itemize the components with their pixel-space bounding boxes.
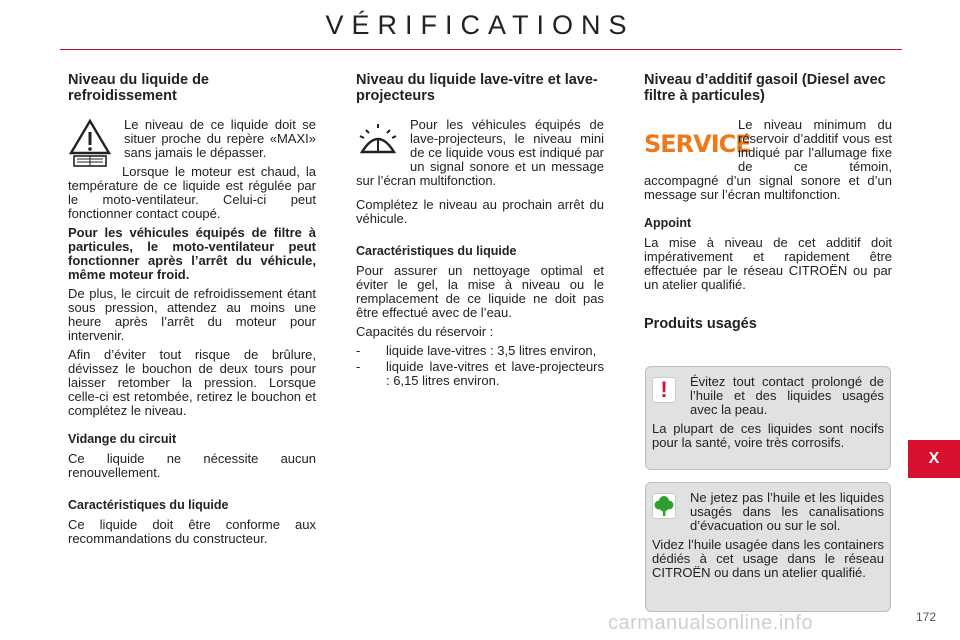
washer-column xyxy=(356,72,604,393)
page-title: VÉRIFICATIONS xyxy=(325,10,635,40)
used-products-heading: Produits usagés xyxy=(644,316,757,332)
coolant-p4: Afin d’éviter tout risque de brûlure, dévissez le bouchon de deux tours pour laisser retomber la pression. Lorsque celle-ci est retombée, retirez le bouchon et complétez le niveau. xyxy=(68,347,316,418)
eco-text: Videz l’huile usagée dans les containers dédiés à cet usage dans le réseau CITROËN ou dans un atelier qualifié. xyxy=(652,537,884,580)
topup-heading: Appoint xyxy=(644,216,692,230)
additive-heading: Niveau d’additif gasoil (Diesel avec filtre à particules) xyxy=(644,72,886,104)
coolant-spec-heading: Caractéristiques du liquide xyxy=(68,498,229,512)
list-item: - liquide lave-vitres : 3,5 litres environ, xyxy=(356,343,597,358)
tree-icon xyxy=(652,493,676,519)
additive-column xyxy=(644,72,892,346)
section-tab[interactable]: X xyxy=(908,440,960,478)
coolant-intro-block xyxy=(68,118,316,160)
washer-p1: Complétez le niveau au prochain arrêt du véhicule. xyxy=(356,197,604,226)
service-logo: SERVICE xyxy=(644,130,751,158)
capacity-list xyxy=(356,344,604,388)
washer-intro: Pour les véhicules équipés de lave-projecteurs, le niveau mini de ce liquide vous est indiqué par un signal sonore et un message sur l’écran multifonction. xyxy=(356,117,604,188)
list-item: - liquide lave-vitres et lave-projecteurs : 6,15 litres environ. xyxy=(356,359,604,388)
coolant-p3: De plus, le circuit de refroidissement étant sous pression, attendez au moins une heure après l’arrêt du moteur pour intervenir. xyxy=(68,286,316,343)
additive-intro-block xyxy=(644,118,892,202)
coolant-intro: Le niveau de ce liquide doit se situer proche du repère «MAXI» sans jamais le dépasser. xyxy=(124,117,316,160)
drain-heading: Vidange du circuit xyxy=(68,432,177,446)
eco-intro: Ne jetez pas l’huile et les liquides usagés dans les canalisations d’évacuation ou sur le sol. xyxy=(690,490,884,533)
capacity-label: Capacités du réservoir : xyxy=(356,324,494,339)
capacity-item-2: liquide lave-vitres et lave-projecteurs : 6,15 litres environ. xyxy=(386,359,604,388)
washer-spec-text: Pour assurer un nettoyage optimal et éviter le gel, la mise à niveau ou le remplacement de ce liquide ne doit pas être effectué avec de l’eau. xyxy=(356,263,604,320)
washer-spec-heading: Caractéristiques du liquide xyxy=(356,244,517,258)
washer-fluid-icon xyxy=(356,122,400,165)
washer-intro-block xyxy=(356,118,604,188)
coolant-spec-text: Ce liquide doit être conforme aux recommandations du constructeur. xyxy=(68,517,316,546)
watermark: carmanualsonline.info xyxy=(608,612,814,634)
warning-intro: Évitez tout contact prolongé de l’huile et des liquides usagés avec la peau. xyxy=(690,374,884,417)
topup-text: La mise à niveau de cet additif doit impérativement et rapidement être effectuée par le réseau CITROËN ou par un atelier qualifié. xyxy=(644,235,892,292)
coolant-heading: Niveau du liquide de refroidissement xyxy=(68,72,209,104)
eco-note xyxy=(645,482,891,612)
washer-heading: Niveau du liquide lave-vitre et lave-projecteurs xyxy=(356,72,598,104)
exclamation-icon: ! xyxy=(652,377,676,403)
drain-text: Ce liquide ne nécessite aucun renouvellement. xyxy=(68,451,316,480)
additive-intro: Le niveau minimum du réservoir d’additif vous est indiqué par l’allumage fixe de ce témoin, accompagné d’un signal sonore et d’un message sur l’écran multifonction. xyxy=(644,117,892,202)
warning-text: La plupart de ces liquides sont nocifs pour la santé, voire très corrosifs. xyxy=(652,421,884,450)
title-rule xyxy=(60,49,902,50)
page-number: 172 xyxy=(916,610,937,624)
coolant-warning-icon xyxy=(68,118,112,171)
coolant-p1: Lorsque le moteur est chaud, la température de ce liquide est régulée par le moto-ventilateur. Celui-ci peut fonctionner contact coupé. xyxy=(68,164,316,221)
capacity-item-1: liquide lave-vitres : 3,5 litres environ, xyxy=(386,343,597,358)
coolant-p2: Pour les véhicules équipés de filtre à particules, le moto-ventilateur peut fonctionner après l’arrêt du véhicule, même moteur froid. xyxy=(68,225,316,282)
coolant-column xyxy=(68,72,316,551)
warning-note xyxy=(645,366,891,470)
